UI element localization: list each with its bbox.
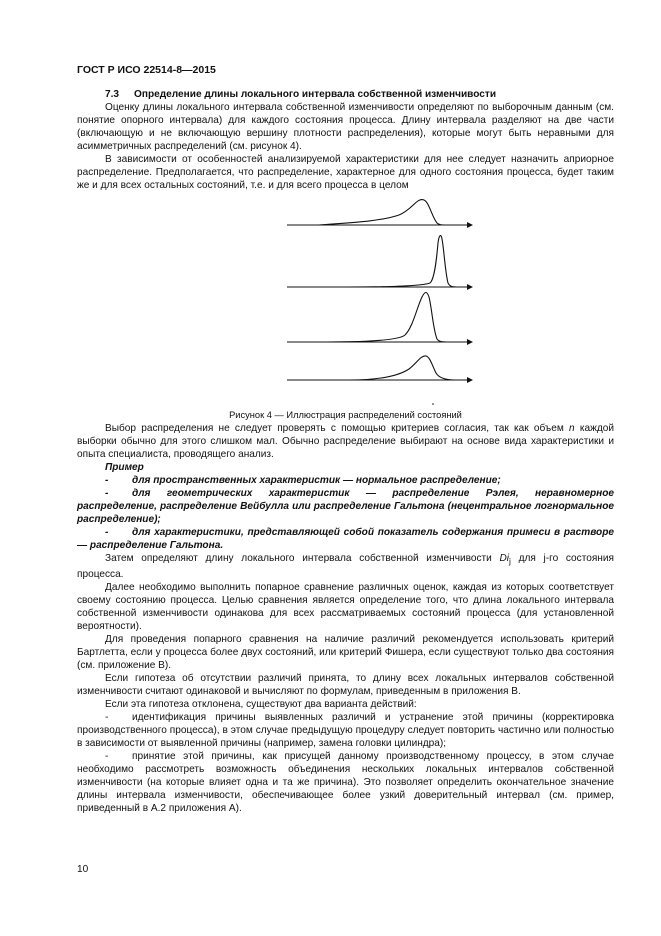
action-item-text: идентификация причины выявленных различий и устранение этой причины (корректировка производственного процесса), в этом случае предыдущую процедуру следует повторить частично или полностью в зависимости от выявленной причины (например, замена головки цилиндра); — [77, 712, 614, 750]
dash-marker: - — [105, 712, 109, 724]
paragraph-8: Если эта гипотеза отклонена, существуют два варианта действий: — [105, 699, 417, 711]
paragraph-3-text: Выбор распределения не следует проверять с помощью критериев согласия, так как объем — [105, 423, 570, 434]
interval-symbol: Di — [499, 553, 510, 564]
section-heading — [77, 88, 614, 101]
density-curve — [349, 356, 455, 380]
paragraph-6: Для проведения попарного сравнения на наличие различий рекомендуется использовать критерий Бартлетта, если у процесса более двух состояний, или критерий Фишера, если существуют только два состояния (см. приложение В). — [77, 634, 614, 672]
dash-marker: - — [105, 527, 109, 538]
marker-dot — [432, 403, 434, 405]
dash-marker: - — [105, 751, 109, 763]
page-number: 10 — [77, 864, 89, 875]
distribution-panel-3 — [287, 293, 473, 346]
distribution-panel-2 — [287, 236, 473, 290]
paragraph-3 — [77, 422, 614, 461]
figure-caption: Рисунок 4 — Иллюстрация распределений состояний — [229, 410, 462, 420]
paragraph-4-text-end: для j-го состояния процесса. — [77, 553, 614, 581]
example-item-1 — [77, 474, 614, 487]
density-curve — [327, 293, 449, 343]
distribution-diagram — [287, 199, 473, 407]
paragraph-3-text-end: каждой выборки обычно для этого слишком мал. Обычно распределение выбирают на основе вида характеристики и опыта специалиста, проводящего анализ. — [77, 423, 615, 460]
example-item-text: для геометрических характеристик — распределение Рэлея, неравномерное распределение, распределение Вейбулла или распределение Гальтона (нецентральное логнормальное распределение); — [77, 488, 614, 525]
example-item-text: для характеристики, представляющей собой показатель содержания примеси в растворе — распределение Гальтона. — [77, 527, 614, 551]
paragraph-5: Далее необходимо выполнить попарное сравнение различных оценок, каждая из которых соответствует своему состоянию процесса. Целью сравнения является определение того, что длина локального интервала собственной изменчивости одинакова для всех рассматриваемых состояний процесса (для установленной вероятности). — [77, 582, 614, 633]
dash-marker: - — [105, 475, 109, 486]
example-title: Пример — [105, 462, 144, 473]
example-item-2 — [77, 487, 614, 526]
paragraph-4-text: Затем определяют длину локального интервала собственной изменчивости — [105, 553, 500, 564]
distribution-panel-4 — [287, 356, 473, 405]
axis-arrow — [467, 339, 473, 345]
dash-marker: - — [105, 488, 109, 499]
action-item-2 — [77, 750, 614, 815]
figure-4 — [77, 199, 614, 409]
section-title: Определение длины локального интервала собственной изменчивости — [134, 89, 497, 100]
example-item-3 — [77, 526, 614, 552]
density-curve — [347, 236, 459, 287]
example-item-text: для пространственных характеристик — нормальное распределение; — [132, 475, 501, 486]
interval-subscript: j — [509, 556, 511, 567]
paragraph-4 — [77, 552, 614, 581]
paragraph-2: В зависимости от особенностей анализируемой характеристики для нее следует назначить априорное распределение. Предполагается, что распределение, характерное для одного состояния процесса, будет таким же и для всех остальных состояний, т.е. и для всего процесса в целом — [77, 154, 614, 191]
axis-arrow — [467, 222, 473, 228]
axis-arrow — [467, 284, 473, 290]
paragraph-1: Оценку длины локального интервала собственной изменчивости определяют по выборочным данным (см. понятие опорного интервала) для каждого состояния процесса. Длину интервала разделяют на две части (включающую и не включающую вершину плотности распределения), которые могут быть неравными для асимметричных распределений (см. рисунок 4). — [77, 102, 614, 152]
action-item-1 — [77, 711, 614, 750]
density-curve — [319, 200, 447, 225]
distribution-panel-1 — [287, 200, 473, 228]
page-body — [77, 88, 614, 815]
document-header: ГОСТ Р ИСО 22514-8—2015 — [77, 64, 216, 76]
axis-arrow — [467, 377, 473, 383]
paragraph-7: Если гипотеза об отсутствии различий принята, то длину всех локальных интервалов собственной изменчивости считают одинаковой и вычисляют по формулам, приведенным в приложения В. — [77, 673, 614, 698]
action-item-text: принятие этой причины, как присущей данному производственному процессу, в этом случае необходимо рассмотреть возможность объединения нескольких локальных интервалов собственной изменчивости (на которые влияет одна и та же причина). Это позволяет определить окончательное значение длины интервала изменчивости, обеспечивающее более узкий доверительный интервал (см. пример, приведенный в А.2 приложения А). — [77, 751, 614, 815]
sample-size-n: n — [569, 423, 575, 434]
section-number: 7.3 — [105, 89, 120, 100]
